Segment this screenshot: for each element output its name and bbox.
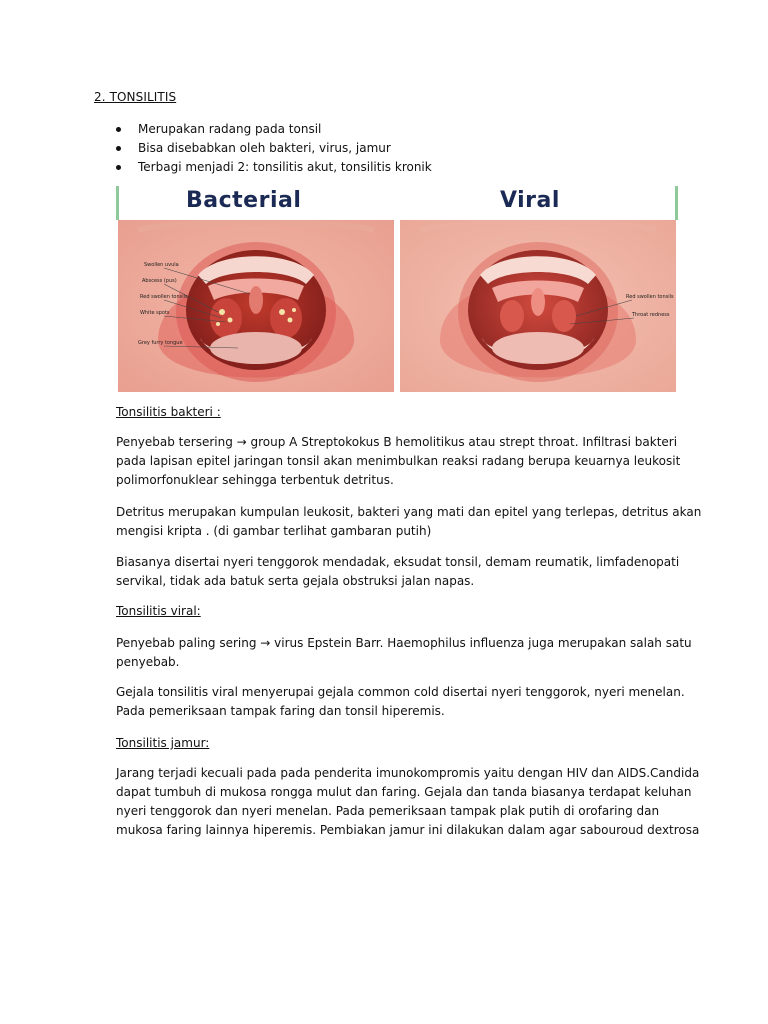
bullet-item: Merupakan radang pada tonsil — [116, 120, 432, 139]
label-abscess: Abscess (pus) — [142, 278, 177, 284]
bullet-icon — [116, 146, 121, 151]
section-heading: 2. TONSILITIS — [94, 90, 177, 104]
label-white-spots: White spots — [140, 310, 170, 316]
label-red-swollen-tonsils: Red swollen tonsils — [140, 294, 188, 300]
bacterial-title: Bacterial — [186, 188, 302, 213]
paragraph-bakteri-3: Biasanya disertai nyeri tenggorok mendadak, eksudat tonsil, demam reumatik, limfadenopati servikal, tidak ada batuk serta gejala obstruksi jalan napas. — [116, 555, 680, 588]
section-title-bakteri: Tonsilitis bakteri : — [116, 405, 221, 419]
paragraph-bakteri-1: Penyebab tersering → group A Streptokokus B hemolitikus atau strept throat. Infiltrasi bakteri pada lapisan epitel jaringan tonsil akan menimbulkan reaksi radang berupa keuarnya leukosit polimorfonuklear sehingga terbentuk detritus. — [116, 435, 681, 487]
bullet-icon — [116, 165, 121, 170]
bullet-icon — [116, 127, 121, 132]
paragraph-viral-1: Penyebab paling sering → virus Epstein Barr. Haemophilus influenza juga merupakan salah satu penyebab. — [116, 636, 692, 669]
label-throat-redness: Throat redness — [632, 312, 670, 318]
bullet-list — [116, 120, 432, 177]
bullet-item: Bisa disebabkan oleh bakteri, virus, jamur — [116, 139, 432, 158]
paragraph-bakteri-2: Detritus merupakan kumpulan leukosit, bakteri yang mati dan epitel yang terlepas, detritus akan mengisi kripta . (di gambar terlihat gambaran putih) — [116, 505, 702, 538]
label-swollen-uvula: Swollen uvula — [144, 262, 179, 268]
paragraph-jamur-1: Jarang terjadi kecuali pada pada penderita imunokompromis yaitu dengan HIV dan AIDS.Candida dapat tumbuh di mukosa rongga mulut dan faring. Gejala dan tanda biasanya terdapat keluhan nyeri tenggorok dan nyeri menelan. Pada pemeriksaan tampak plak putih di orofaring dan mukosa faring lainnya hiperemis. Pembiakan jamur ini dilakukan dalam agar sabouroud dextrosa — [116, 766, 700, 837]
label-red-swollen-tonsils-viral: Red swollen tonsils — [626, 294, 674, 300]
viral-title: Viral — [500, 188, 560, 213]
section-title-viral: Tonsilitis viral: — [116, 604, 201, 618]
label-grey-furry-tongue: Grey furry tongue — [138, 340, 183, 346]
viral-throat-image — [400, 220, 676, 392]
bullet-item: Terbagi menjadi 2: tonsilitis akut, tonsilitis kronik — [116, 158, 432, 177]
figure-border — [116, 186, 119, 220]
figure-border — [675, 186, 678, 220]
bacterial-throat-image — [118, 220, 394, 392]
section-title-jamur: Tonsilitis jamur: — [116, 736, 210, 750]
paragraph-viral-2: Gejala tonsilitis viral menyerupai gejala common cold disertai nyeri tenggorok, nyeri menelan. Pada pemeriksaan tampak faring dan tonsil hiperemis. — [116, 685, 685, 718]
tonsillitis-comparison-figure — [116, 186, 678, 392]
